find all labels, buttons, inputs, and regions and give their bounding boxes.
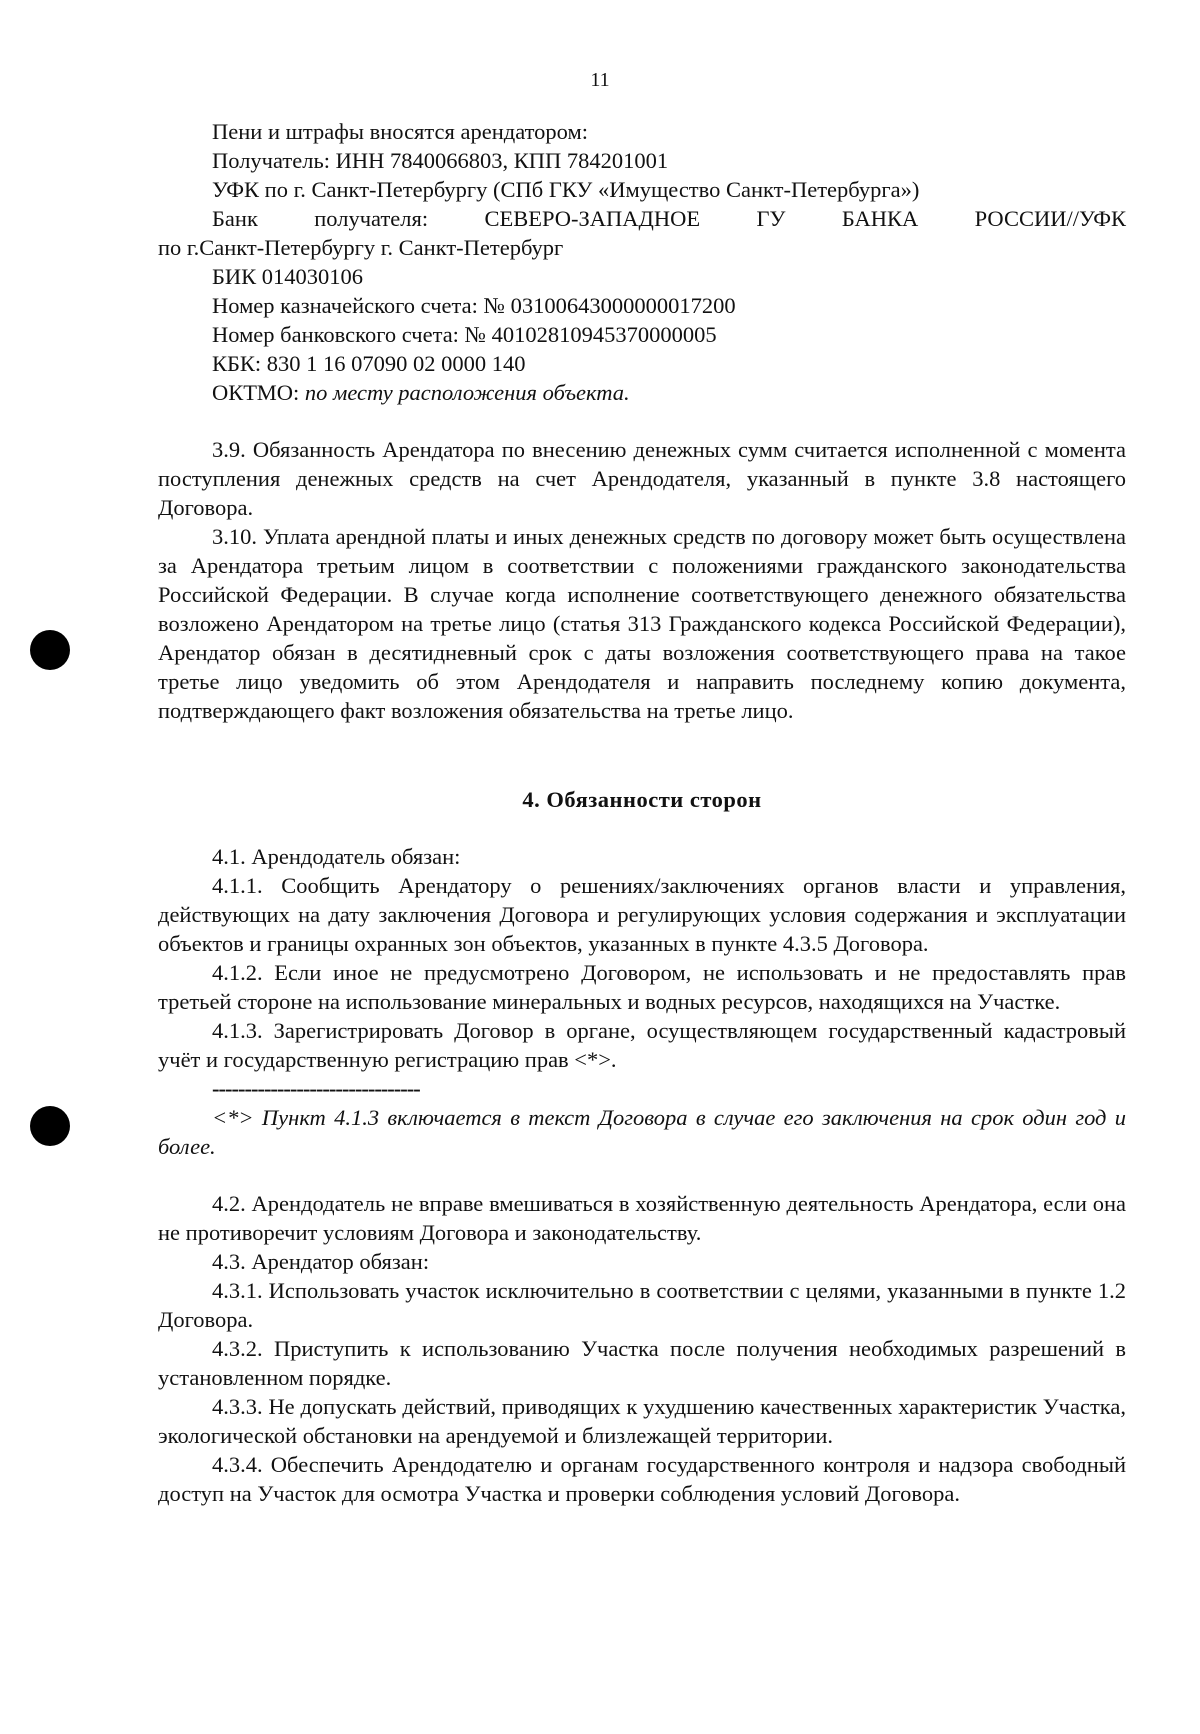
footnote-separator: -------------------------------- [212,1076,420,1101]
payment-treasury-account: Номер казначейского счета: № 03100643000000017200 [212,293,736,318]
punch-hole-mark [30,630,70,670]
footnote: <*> Пункт 4.1.3 включается в текст Договора в случае его заключения на срок один год и более. [158,1105,1126,1159]
payment-recipient: Получатель: ИНН 7840066803, КПП 784201001 [212,148,669,173]
clause-4-1-2: 4.1.2. Если иное не предусмотрено Договором, не использовать и не предоставлять прав третьей стороне на использование минеральных и водных ресурсов, находящихся на Участке. [158,960,1126,1014]
section-4-title: 4. Обязанности сторон [522,787,762,812]
clause-4-3-2: 4.3.2. Приступить к использованию Участка после получения необходимых разрешений в установленном порядке. [158,1336,1126,1390]
clause-3-10: 3.10. Уплата арендной платы и иных денежных средств по договору может быть осуществлена за Арендатора третьим лицом в соответствии с положениями гражданского законодательства Российской Федерации. В случае когда исполнение соответствующего денежного обязательства возложено Арендатором на третье лицо (статья 313 Гражданского кодекса Российской Федерации), Арендатор обязан в десятидневный срок с даты возложения соответствующего права на такое третье лицо уведомить об этом Арендодателя и направить последнему копию документа, подтверждающего факт возложения обязательства на третье лицо. [158,524,1126,723]
punch-hole-mark [30,1106,70,1146]
clause-3-9: 3.9. Обязанность Арендатора по внесению денежных сумм считается исполненной с момента поступления денежных средств на счет Арендодателя, указанный в пункте 3.8 настоящего Договора. [158,437,1126,520]
payment-details [158,117,1126,407]
clause-4-1-1: 4.1.1. Сообщить Арендатору о решениях/заключениях органов власти и управления, действующих на дату заключения Договора и регулирующих условия содержания и эксплуатации объектов и границы охранных зон объектов, указанных в пункте 4.3.5 Договора. [158,873,1126,956]
clause-4-3-1: 4.3.1. Использовать участок исключительно в соответствии с целями, указанными в пункте 1.2 Договора. [158,1278,1126,1332]
payment-bank-line-1: Банк получателя: СЕВЕРО-ЗАПАДНОЕ ГУ БАНКА РОССИИ//УФК [212,206,1126,231]
document-body [158,117,1126,1508]
clause-4-1: 4.1. Арендодатель обязан: [212,844,461,869]
payment-intro: Пени и штрафы вносятся арендатором: [212,119,588,144]
clause-4-1-3: 4.1.3. Зарегистрировать Договор в органе, осуществляющем государственный кадастровый учёт и государственную регистрацию прав <*>. [158,1018,1126,1072]
clause-4-2: 4.2. Арендодатель не вправе вмешиваться в хозяйственную деятельность Арендатора, если она не противоречит условиям Договора и законодательству. [158,1191,1126,1245]
oktmo-label: ОКТМО: [212,380,305,405]
payment-bank-line-2: по г.Санкт-Петербургу г. Санкт-Петербург [158,235,564,260]
payment-ufk: УФК по г. Санкт-Петербургу (СПб ГКУ «Имущество Санкт-Петербурга») [212,177,920,202]
oktmo-value: по месту расположения объекта. [304,380,630,405]
payment-oktmo [158,378,1126,407]
page-number: 11 [590,69,610,91]
clause-4-3-4: 4.3.4. Обеспечить Арендодателю и органам государственного контроля и надзора свободный доступ на Участок для осмотра Участка и проверки соблюдения условий Договора. [158,1452,1126,1506]
payment-bank-account: Номер банковского счета: № 40102810945370000005 [212,322,717,347]
payment-kbk: КБК: 830 1 16 07090 02 0000 140 [212,351,526,376]
payment-bik: БИК 014030106 [212,264,364,289]
clause-4-3: 4.3. Арендатор обязан: [212,1249,430,1274]
clause-4-3-3: 4.3.3. Не допускать действий, приводящих к ухудшению качественных характеристик Участка, экологической обстановки на арендуемой и близлежащей территории. [158,1394,1126,1448]
